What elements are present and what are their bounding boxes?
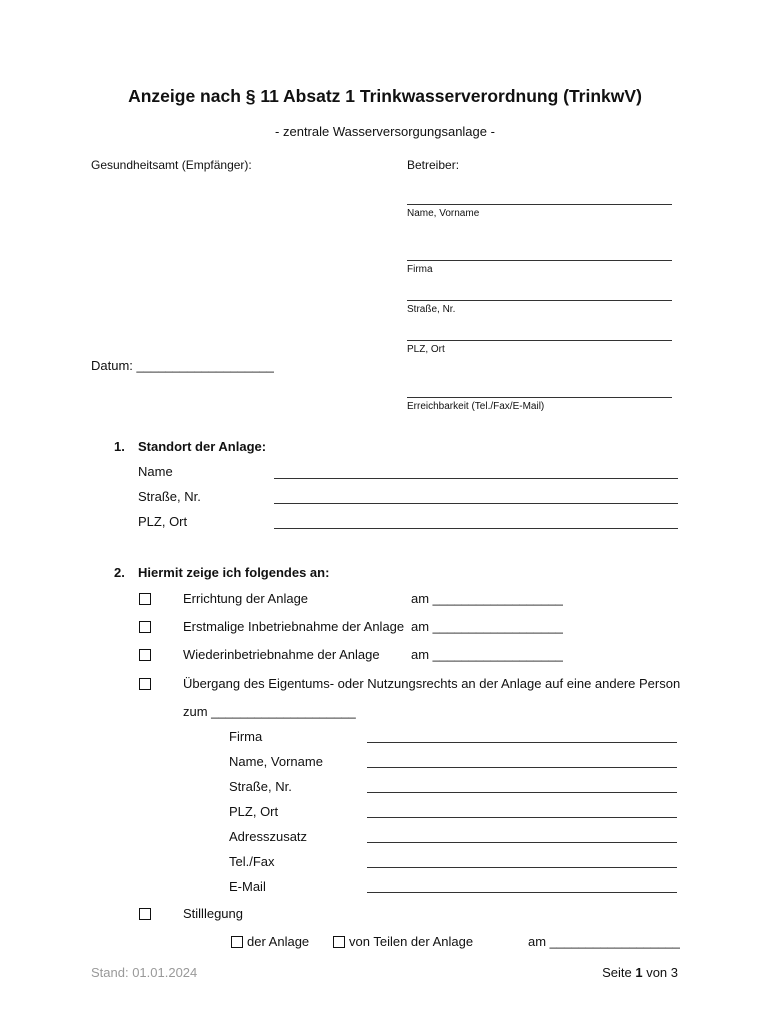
new-owner-company-line[interactable] bbox=[367, 742, 677, 743]
page-number bbox=[602, 965, 678, 980]
shutdown-date[interactable]: am __________________ bbox=[528, 934, 680, 949]
shutdown-whole-label: der Anlage bbox=[247, 934, 310, 949]
shutdown-partial-label: von Teilen der Anlage bbox=[349, 934, 474, 949]
ownership-transfer-checkbox[interactable] bbox=[139, 678, 151, 690]
operator-street-caption: Straße, Nr. bbox=[407, 304, 456, 315]
recommissioning-date[interactable]: am __________________ bbox=[411, 647, 563, 662]
operator-contact-caption: Erreichbarkeit (Tel./Fax/E-Mail) bbox=[407, 401, 545, 412]
section1-number: 1. bbox=[114, 439, 125, 454]
site-name-label: Name bbox=[138, 464, 173, 479]
operator-label: Betreiber: bbox=[407, 158, 460, 172]
site-street-line[interactable] bbox=[274, 503, 678, 504]
ownership-transfer-date[interactable]: zum ____________________ bbox=[183, 704, 356, 719]
page-prefix: Seite bbox=[602, 965, 636, 980]
new-owner-email-label: E-Mail bbox=[229, 879, 266, 894]
construction-label: Errichtung der Anlage bbox=[183, 591, 309, 606]
new-owner-phone-label: Tel./Fax bbox=[229, 854, 275, 869]
construction-date[interactable]: am __________________ bbox=[411, 591, 563, 606]
new-owner-street-line[interactable] bbox=[367, 792, 677, 793]
operator-city-line[interactable] bbox=[407, 340, 672, 341]
site-name-line[interactable] bbox=[274, 478, 678, 479]
recommissioning-checkbox[interactable] bbox=[139, 649, 151, 661]
new-owner-city-line[interactable] bbox=[367, 817, 677, 818]
new-owner-company-label: Firma bbox=[229, 729, 263, 744]
first-commissioning-label: Erstmalige Inbetriebnahme der Anlage bbox=[183, 619, 405, 634]
new-owner-city-label: PLZ, Ort bbox=[229, 804, 279, 819]
first-commissioning-checkbox[interactable] bbox=[139, 621, 151, 633]
revision-date: Stand: 01.01.2024 bbox=[91, 965, 198, 980]
operator-city-caption: PLZ, Ort bbox=[407, 344, 445, 355]
construction-checkbox[interactable] bbox=[139, 593, 151, 605]
document-title: Anzeige nach § 11 Absatz 1 Trinkwasserverordnung (TrinkwV) bbox=[128, 86, 642, 106]
shutdown-checkbox[interactable] bbox=[139, 908, 151, 920]
site-city-line[interactable] bbox=[274, 528, 678, 529]
ownership-transfer-label: Übergang des Eigentums- oder Nutzungsrechts an der Anlage auf eine andere Person bbox=[183, 676, 681, 691]
site-city-label: PLZ, Ort bbox=[138, 514, 188, 529]
recipient-label: Gesundheitsamt (Empfänger): bbox=[91, 158, 252, 172]
shutdown-label: Stilllegung bbox=[183, 906, 243, 921]
new-owner-name-label: Name, Vorname bbox=[229, 754, 323, 769]
operator-company-caption: Firma bbox=[407, 264, 433, 275]
operator-contact-line[interactable] bbox=[407, 397, 672, 398]
new-owner-address-extra-label: Adresszusatz bbox=[229, 829, 308, 844]
page-suffix: von 3 bbox=[642, 965, 678, 980]
page-current: 1 bbox=[635, 965, 643, 980]
new-owner-phone-line[interactable] bbox=[367, 867, 677, 868]
date-field[interactable]: Datum: ___________________ bbox=[91, 358, 274, 373]
shutdown-partial-checkbox[interactable] bbox=[333, 936, 345, 948]
operator-name-line[interactable] bbox=[407, 204, 672, 205]
operator-company-line[interactable] bbox=[407, 260, 672, 261]
recommissioning-label: Wiederinbetriebnahme der Anlage bbox=[183, 647, 380, 662]
shutdown-whole-checkbox[interactable] bbox=[231, 936, 243, 948]
first-commissioning-date[interactable]: am __________________ bbox=[411, 619, 563, 634]
section2-heading: Hiermit zeige ich folgendes an: bbox=[138, 565, 330, 580]
document-subtitle: - zentrale Wasserversorgungsanlage - bbox=[275, 124, 495, 139]
new-owner-name-line[interactable] bbox=[367, 767, 677, 768]
new-owner-email-line[interactable] bbox=[367, 892, 677, 893]
site-street-label: Straße, Nr. bbox=[138, 489, 201, 504]
operator-street-line[interactable] bbox=[407, 300, 672, 301]
operator-name-caption: Name, Vorname bbox=[407, 208, 480, 219]
section2-number: 2. bbox=[114, 565, 125, 580]
new-owner-street-label: Straße, Nr. bbox=[229, 779, 292, 794]
section1-heading: Standort der Anlage: bbox=[138, 439, 267, 454]
new-owner-address-extra-line[interactable] bbox=[367, 842, 677, 843]
